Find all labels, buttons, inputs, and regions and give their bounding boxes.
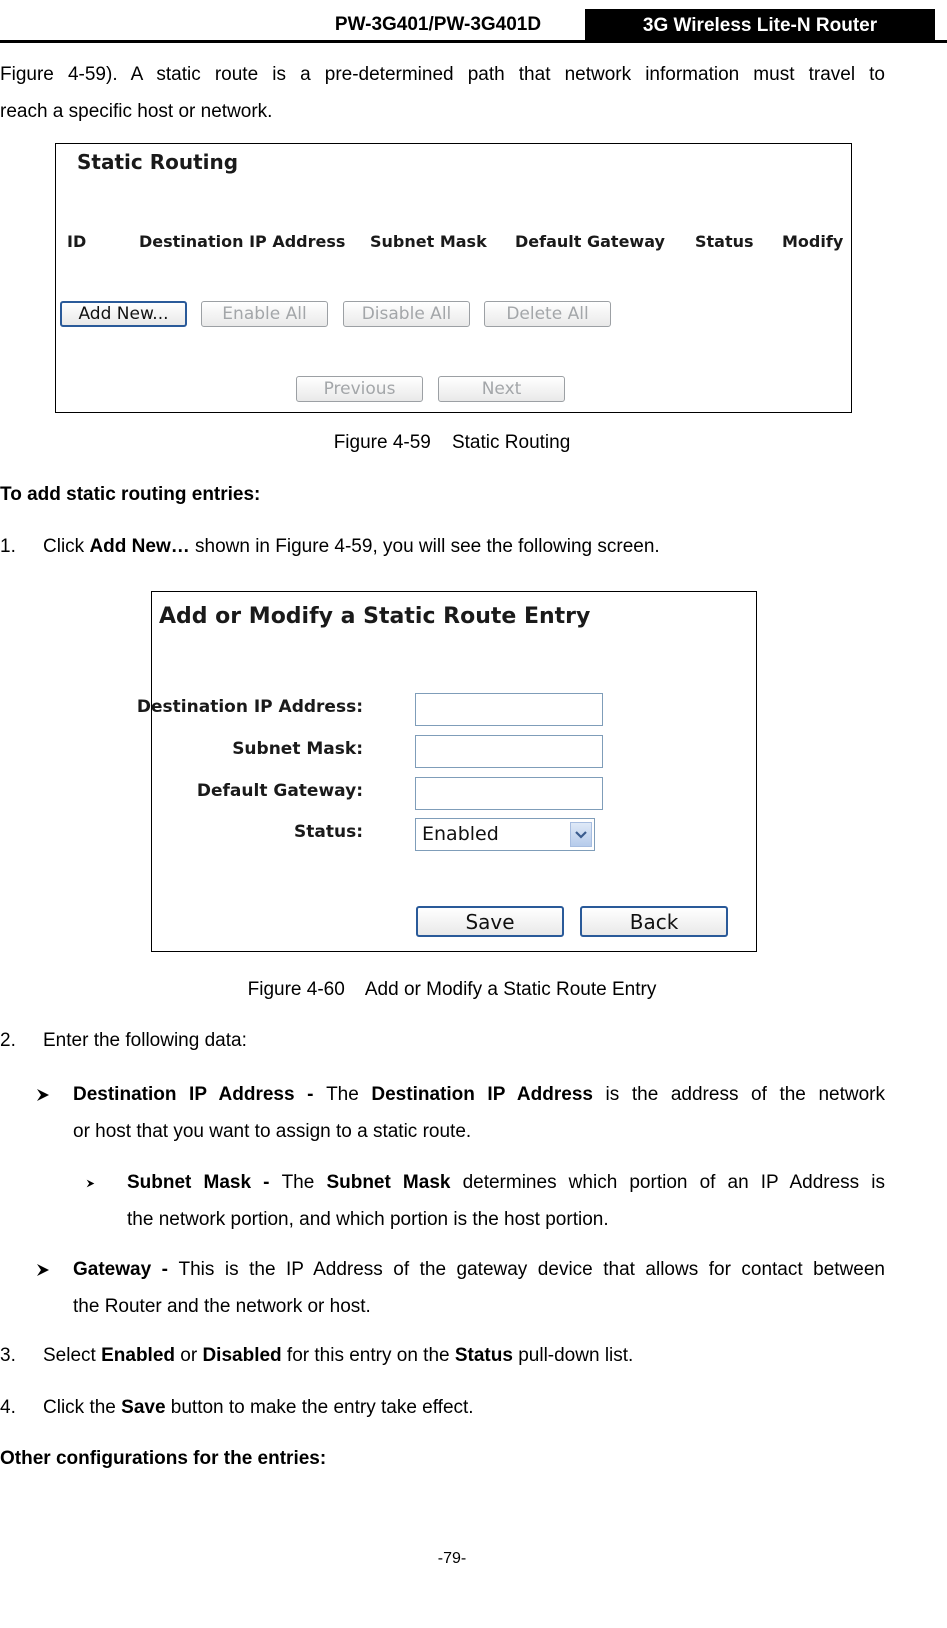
previous-button[interactable]: Previous xyxy=(296,376,423,402)
step-2 xyxy=(0,1030,247,1052)
intro-line-1: Figure 4-59). A static route is a pre-determined path that network information must travel to xyxy=(0,64,885,85)
static-routing-title: Static Routing xyxy=(77,150,239,174)
bullet-destination-line-2: or host that you want to assign to a static route. xyxy=(73,1121,472,1142)
step-3-pre: Select xyxy=(43,1345,102,1366)
status-select[interactable] xyxy=(415,818,595,851)
bullet-mask-term: Subnet Mask - xyxy=(127,1172,282,1193)
bullet-destination-post: is the address of the network xyxy=(592,1084,885,1105)
back-button[interactable]: Back xyxy=(580,906,728,937)
add-new-button[interactable]: Add New... xyxy=(60,301,187,327)
step-2-text: Enter the following data: xyxy=(43,1030,247,1051)
next-button[interactable]: Next xyxy=(438,376,565,402)
small-arrow-bullet-icon xyxy=(86,1179,95,1188)
default-gateway-label: Default Gateway: xyxy=(196,781,363,801)
chevron-down-icon[interactable] xyxy=(570,822,592,847)
step-1-number: 1. xyxy=(0,536,16,557)
step-4 xyxy=(0,1397,474,1419)
bullet-destination-bold: Destination IP Address xyxy=(371,1084,593,1105)
bullet-mask-bold: Subnet Mask xyxy=(326,1172,451,1193)
figure-4-59-caption: Figure 4-59 Static Routing xyxy=(333,432,571,453)
delete-all-button[interactable]: Delete All xyxy=(484,301,611,327)
column-header-subnet-mask: Subnet Mask xyxy=(370,232,487,251)
step-1-add-new-bold: Add New… xyxy=(89,536,190,557)
intro-line-2: reach a specific host or network. xyxy=(0,101,273,122)
step-3-enabled-bold: Enabled xyxy=(101,1345,175,1366)
enable-all-button[interactable]: Enable All xyxy=(201,301,328,327)
step-4-post: button to make the entry take effect. xyxy=(165,1397,474,1418)
bullet-gateway-post: This is the IP Address of the gateway device that allows for contact between xyxy=(178,1259,885,1280)
default-gateway-input[interactable] xyxy=(415,777,603,810)
step-3-disabled-bold: Disabled xyxy=(202,1345,282,1366)
other-configurations-heading: Other configurations for the entries: xyxy=(0,1448,327,1469)
bullet-gateway-term: Gateway - xyxy=(73,1259,179,1280)
step-4-save-bold: Save xyxy=(121,1397,166,1418)
step-3-mid2: for this entry on the xyxy=(281,1345,455,1366)
column-header-default-gateway: Default Gateway xyxy=(515,232,665,251)
step-1-text-pre: Click xyxy=(43,536,90,557)
bullet-gateway-line-2: the Router and the network or host. xyxy=(73,1296,371,1317)
header-divider xyxy=(0,40,947,43)
add-modify-route-title: Add or Modify a Static Route Entry xyxy=(159,604,591,629)
page-number: -79- xyxy=(437,1550,467,1567)
column-header-status: Status xyxy=(695,232,754,251)
destination-ip-input[interactable] xyxy=(415,693,603,726)
bullet-destination-pre: The xyxy=(326,1084,372,1105)
destination-ip-label: Destination IP Address: xyxy=(136,697,363,717)
step-3-post: pull-down list. xyxy=(512,1345,634,1366)
add-entries-heading: To add static routing entries: xyxy=(0,484,261,505)
add-modify-route-screenshot xyxy=(136,591,757,952)
arrow-bullet-icon xyxy=(36,1263,50,1277)
status-selected-value: Enabled xyxy=(422,823,499,845)
step-3-mid: or xyxy=(175,1345,203,1366)
column-header-modify: Modify xyxy=(782,232,844,251)
step-1-text-post: shown in Figure 4-59, you will see the following screen. xyxy=(189,536,660,557)
subnet-mask-input[interactable] xyxy=(415,735,603,768)
static-routing-screenshot xyxy=(55,143,852,413)
intro-paragraph xyxy=(0,56,885,130)
bullet-mask-line-2: the network portion, and which portion is the host portion. xyxy=(127,1209,609,1230)
arrow-bullet-icon xyxy=(36,1088,50,1102)
status-label: Status: xyxy=(294,822,363,842)
product-name-tab: 3G Wireless Lite-N Router xyxy=(585,9,935,43)
document-model-header: PW-3G401/PW-3G401D xyxy=(334,14,542,35)
bullet-mask-pre: The xyxy=(281,1172,327,1193)
step-2-number: 2. xyxy=(0,1030,16,1051)
step-4-pre: Click the xyxy=(43,1397,122,1418)
column-header-id: ID xyxy=(67,232,87,251)
disable-all-button[interactable]: Disable All xyxy=(343,301,470,327)
step-3-number: 3. xyxy=(0,1345,16,1366)
bullet-destination-term: Destination IP Address - xyxy=(73,1084,327,1105)
bullet-mask-post: determines which portion of an IP Address is xyxy=(450,1172,885,1193)
subnet-mask-label: Subnet Mask: xyxy=(232,739,363,759)
figure-4-60-caption: Figure 4-60 Add or Modify a Static Route Entry xyxy=(247,979,657,1000)
column-header-destination-ip: Destination IP Address xyxy=(139,232,346,251)
step-3-status-bold: Status xyxy=(454,1345,513,1366)
step-3 xyxy=(0,1345,634,1367)
step-1 xyxy=(0,536,660,558)
save-button[interactable]: Save xyxy=(416,906,564,937)
step-4-number: 4. xyxy=(0,1397,16,1418)
